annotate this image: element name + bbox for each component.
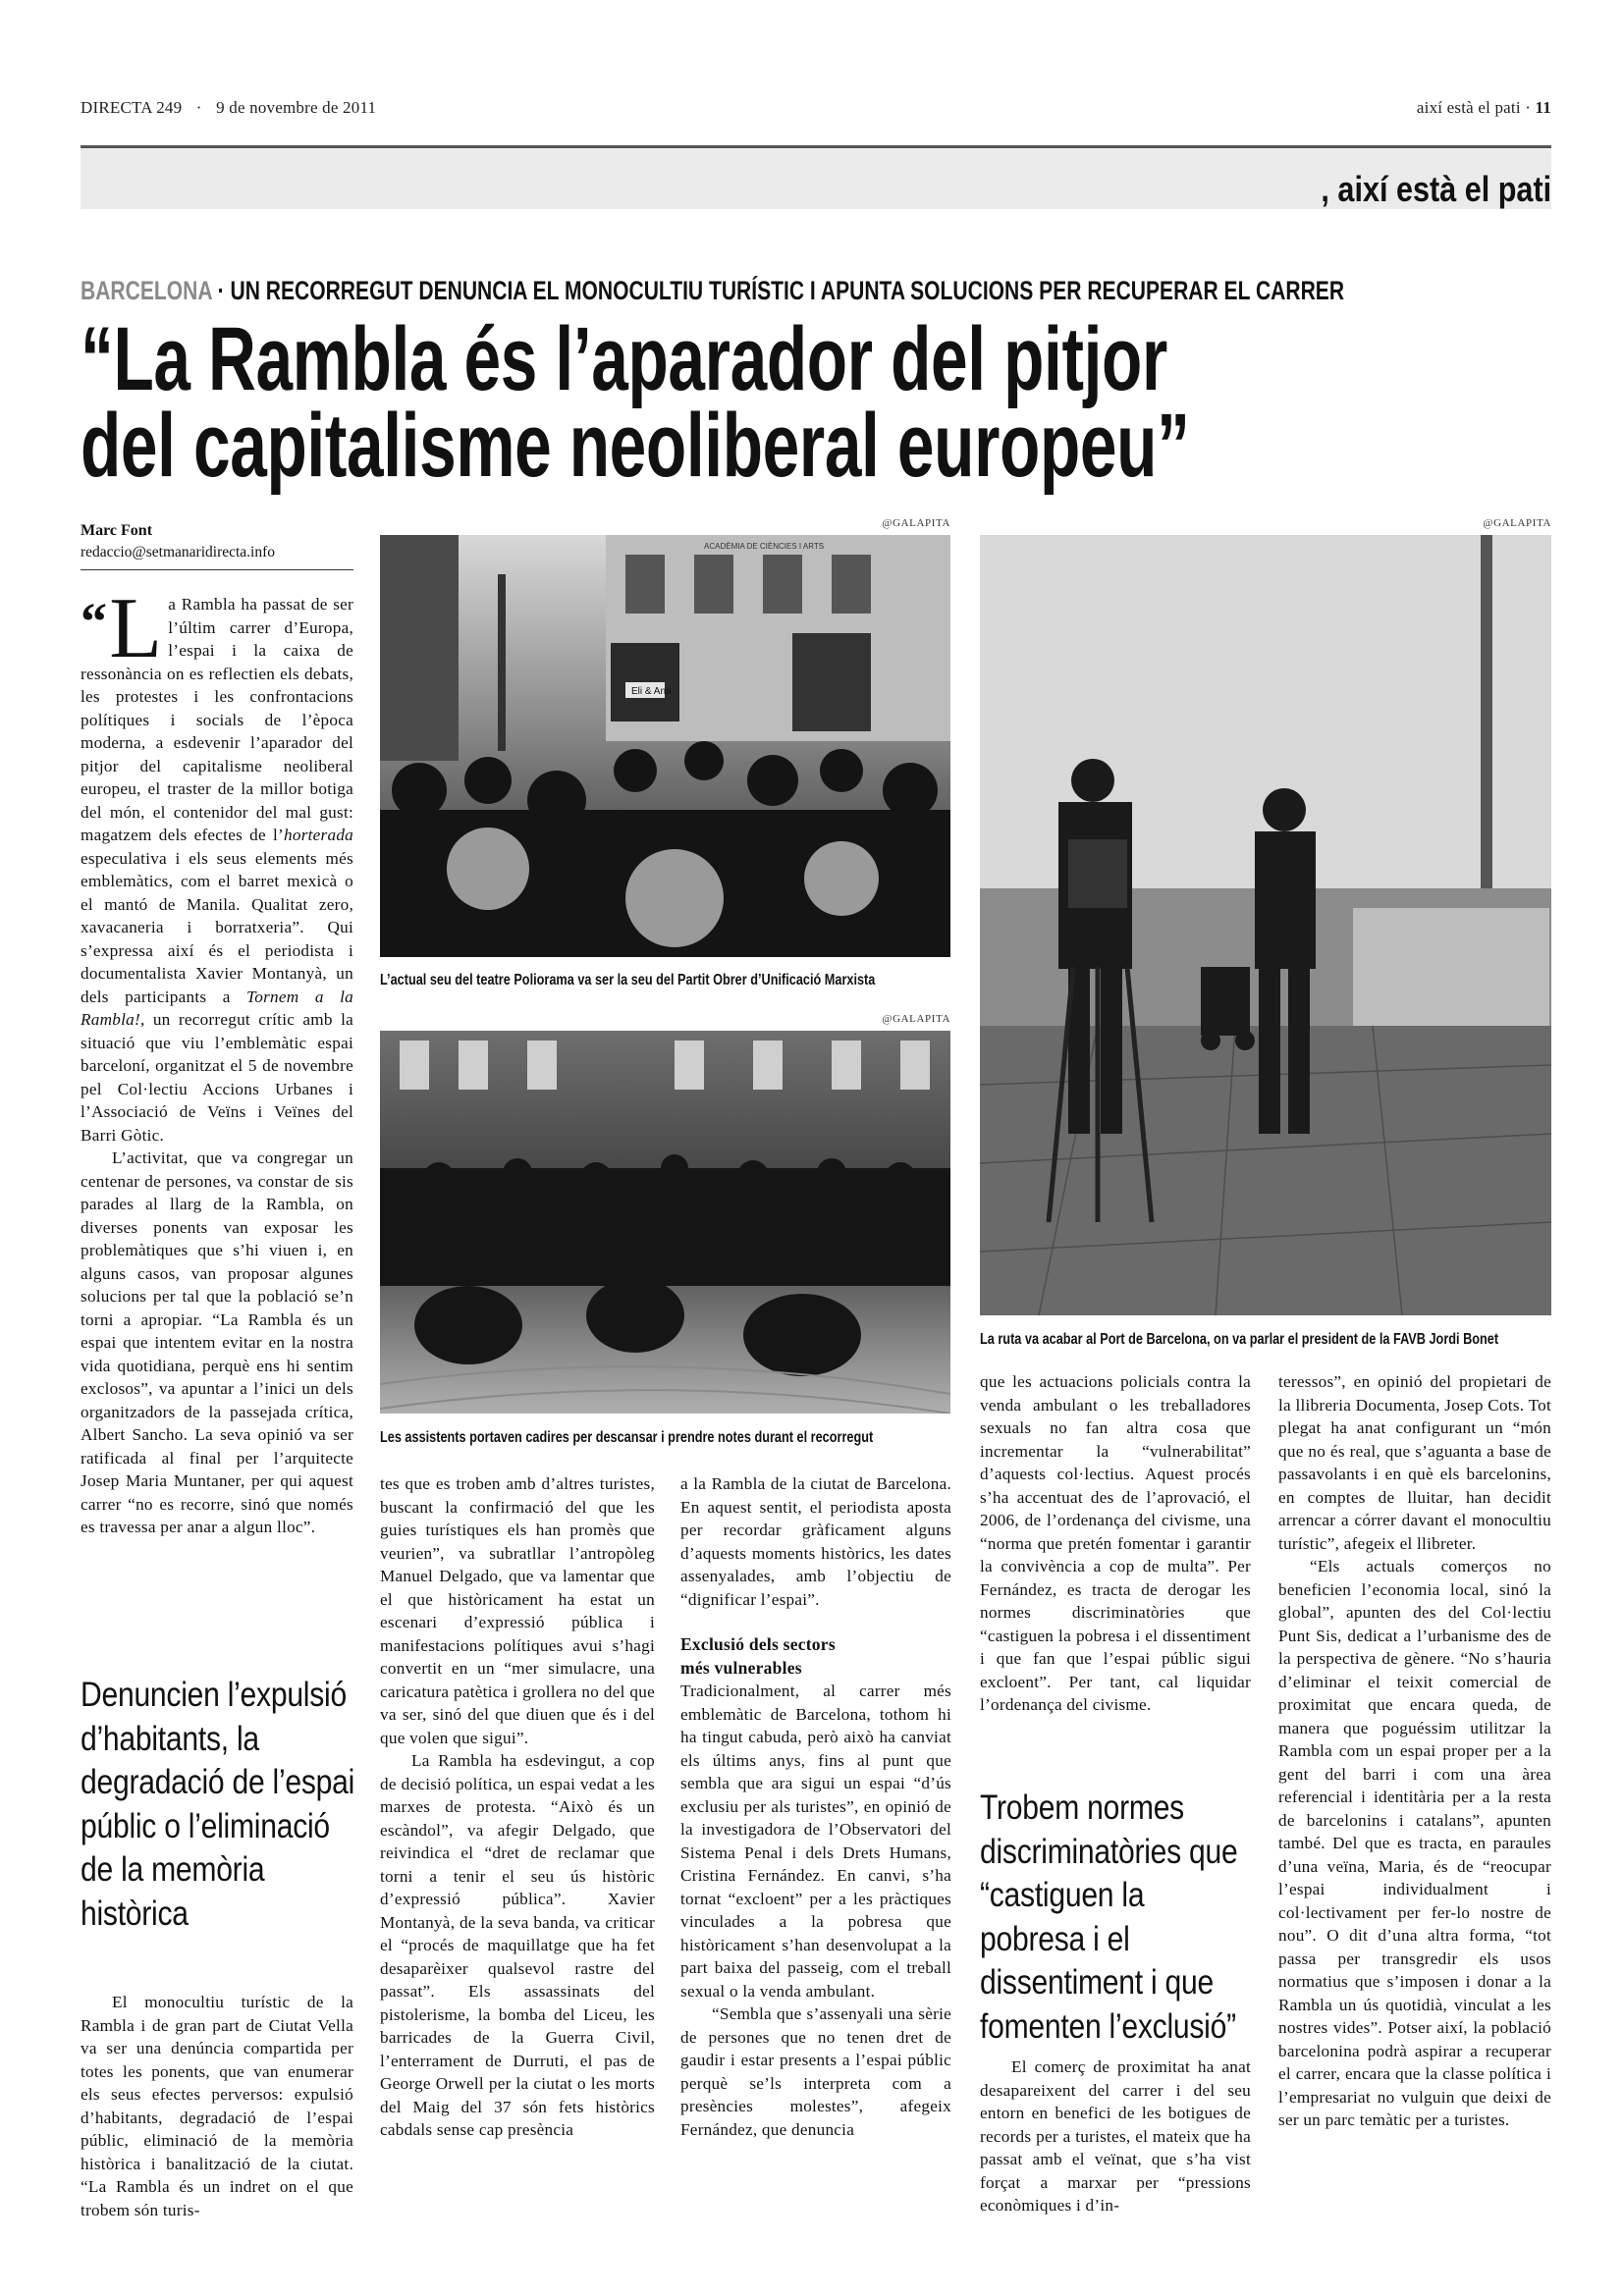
column-4-continued [980, 2056, 1251, 2217]
column-3 [680, 1472, 951, 2141]
column-5 [1278, 1370, 1551, 2132]
drop-cap-quote: “ [81, 592, 108, 651]
text-run: a Rambla ha passat de ser l’últim carrer d’Europa, l’espai i la caixa de ressonància on es reflectien els debats, les protestes i les confrontacions polítiques i socials de l’època moderna, a esdevenir l’aparador del pitjor del capitalisme neoliberal europeu, el traster de la millor botiga del món, el contenidor del mal gust: magatzem dels efectes de l’ [81, 595, 353, 844]
subheading-line: Exclusió dels sectors [680, 1634, 836, 1654]
text-run: especulativa i els seus elements més emblemàtics, com el barret mexicà o el mantó de Manila. Qualitat zero, xavacaneria i borratxeria”. Qui s’expressa així és el periodista i documentalista Xavier Montanyà, un dels participants a [81, 848, 353, 1006]
photo-caption: La ruta va acabar al Port de Barcelona, on va parlar el president de la FAVB Jordi Bonet [980, 1331, 1499, 1348]
body-paragraph: a la Rambla de la ciutat de Barcelona. En aquest sentit, el periodista aposta per recordar gràficament alguns d’aquests moments històrics, les dates assenyalades, amb l’objectiu de “dignificar l’espai”. [680, 1474, 951, 1609]
photo-credit: @GALAPITA [882, 517, 950, 529]
body-paragraph: tes que es troben amb d’altres turistes, buscant la confirmació del que les guies turístiques els han promès que veurien”, va subratllar l’antropòleg Manuel Delgado, que va lamentar que el que històricament ha estat un escenari d’expressió pública i manifestacions polítiques avui s’hagi convertit en un “mer simulacre, una caricatura patètica i grollera no del que va ser, sinó del que diuen que és i del que volen que sigui”. [380, 1474, 655, 1747]
headline-line-2: del capitalisme neoliberal europeu” [81, 396, 1190, 496]
photo-assistants-seated[interactable] [380, 1031, 950, 1414]
kicker [81, 276, 1344, 306]
publication-name: DIRECTA 249 [81, 98, 183, 117]
body-paragraph: El comerç de proximitat ha anat desapareixent del carrer i del seu entorn en benefici de les botigues de records per a turistes, el mateix que ha passat amb el veïnat, que s’ha vist forçat a marxar per “pressions econòmiques i d’in- [980, 2057, 1251, 2215]
body-paragraph: teressos”, en opinió del propietari de la llibreria Documenta, Josep Cots. Tot plegat ha anat configurant un “món que no és real, que s’aguanta a base de passavolants i en què els barcelonins, en comptes de lluitar, han decidit arrencar a córrer davant el monocultiu turístic”, afegeix el llibreter. [1278, 1372, 1551, 1553]
headline-line-1: “La Rambla és l’aparador del pitjor [81, 309, 1167, 409]
pull-quote-1: Denuncien l’expulsió d’habitants, la degradació de l’espai públic o l’eliminació de la memòria històrica [81, 1676, 355, 1933]
section-subheading [680, 1633, 951, 1680]
author-name: Marc Font [81, 522, 153, 539]
photo-caption: L’actual seu del teatre Poliorama va ser la seu del Partit Obrer d’Unificació Marxista [380, 972, 876, 988]
photo-caption: Les assistents portaven cadires per descansar i prendre notes durant el recorregut [380, 1429, 874, 1446]
body-paragraph: Tradicionalment, al carrer més emblemàtic de Barcelona, tothom hi ha tingut cabuda, però això ha canviat els últims anys, fins al punt que sembla que ara sigui un espai “d’ús exclusiu per als turistes”, en opinió de la investigadora de l’Observatori del Sistema Penal i dels Drets Humans, Cristina Fernández. En canvi, s’ha tornat “excloent” per a les pràctiques vinculades a la pobresa que històricament s’han desenvolupat a la part baixa del passeig, com el treball sexual o la venda ambulant. [680, 1682, 951, 2001]
building-sign: ACADÈMIA DE CIÈNCIES I ARTS [704, 542, 825, 551]
column-2 [380, 1472, 655, 2142]
column-4 [980, 1370, 1251, 1717]
column-1 [81, 581, 353, 1539]
section-title: , així està el pati [1321, 169, 1551, 209]
separator: · [1525, 98, 1532, 117]
body-paragraph: que les actuacions policials contra la venda ambulant o les treballadores sexuals no fan altra cosa que incrementar la “vulnerabilitat” d’aquests col·lectius. Aquest procés s’ha accentuat des de l’aprovació, el 2006, de l’ordenança del civisme, una “norma que pretén fomentar i garantir la convivència a cop de multa”. Per Fernández, es tracta de derogar les normes discriminatòries que “castiguen la pobresa i el dissentiment i que fan que l’espai públic sigui excloent”. Per tant, cal liquidar l’ordenança del civisme. [980, 1372, 1251, 1714]
italic-term: horterada [284, 826, 353, 844]
running-section: així està el pati [1416, 98, 1521, 117]
running-header-left [81, 98, 376, 118]
kicker-location: BARCELONA [81, 276, 212, 305]
subheading-line: més vulnerables [680, 1657, 802, 1678]
running-header-right [1417, 98, 1551, 118]
photo-credit: @GALAPITA [882, 1013, 950, 1025]
author-email[interactable]: redaccio@setmanaridirecta.info [81, 544, 276, 561]
body-paragraph: “Sembla que s’assenyali una sèrie de persones que no tenen dret de gaudir i estar presents a l’espai públic perquè se’ls interpreta com a presències molestes”, afegeix Fernández, que denuncia [680, 2004, 951, 2139]
shop-sign: Eli & Ana [631, 686, 672, 697]
body-paragraph: “Els actuals comerços no beneficien l’economia local, sinó la global”, apunten des del Col·lectiu Punt Sis, dedicat a l’urbanisme des de la perspectiva de gènere. “No s’hauria d’eliminar el teixit comercial de proximitat que encara queda, de manera que poguéssim utilitzar la Rambla com un espai proper per a la gent del barri i com una àrea referencial i identitària per a la resta de barcelonins i catalans”, apunten també. Del que es tracta, en paraules d’una veïna, Maria, és de “reocupar l’espai individualment i col·lectivament per fer-lo nostre de nou”. O dit d’una altra forma, “tot passa per transgredir els usos normatius que s’imposen i donar a la Rambla un ús quotidià, vinculat a les nostres vides”. Potser així, la població barcelonina podrà aspirar a recuperar el carrer, encara que la classe política i l’empresariat no vulguin que deixi de ser un parc temàtic per a turistes. [1278, 1557, 1551, 2129]
pull-quote-2: Trobem normes discriminatòries que “castiguen la pobresa i el dissentiment i que fomenten l’exclusió” [980, 1789, 1238, 2046]
photo-port-speakers[interactable] [980, 535, 1551, 1315]
photo-credit: @GALAPITA [1483, 517, 1551, 529]
kicker-text: · UN RECORREGUT DENUNCIA EL MONOCULTIU TURÍSTIC I APUNTA SOLUCIONS PER RECUPERAR EL CARRER [211, 276, 1345, 305]
headline [81, 309, 1190, 496]
drop-cap-letter: L [109, 581, 163, 676]
drop-cap [81, 581, 163, 676]
byline [81, 520, 353, 570]
column-1-continued [81, 1991, 353, 2221]
separator: · [195, 98, 202, 117]
body-paragraph: La Rambla ha esdevingut, a cop de decisió política, un espai vedat a les marxes de protesta. “Això és un escàndol”, va afegir Delgado, que reivindica el “dret de reclamar que torni a tenir el seu ús històric d’expressió pública”. Xavier Montanyà, de la seva banda, va criticar el “procés de maquillatge que ha fet desaparèixer qualsevol rastre del passat”. Els assassinats del pistolerisme, la bomba del Liceu, les barricades de la Guerra Civil, l’enterrament de Durruti, el pas de George Orwell per la ciutat o les morts del Maig del 37 són fets històrics cabdals sense cap presència [380, 1751, 655, 2139]
page-number: 11 [1535, 98, 1551, 117]
photo-poliorama-crowd[interactable] [380, 535, 950, 957]
body-paragraph: El monocultiu turístic de la Rambla i de gran part de Ciutat Vella va ser una denúncia compartida per totes les ponents, que van enumerar els seus efectes perversos: expulsió d’habitants, degradació de l’espai públic, eliminació de la memòria històrica i banalització de la ciutat. “La Rambla és un indret on el que trobem són turis- [81, 1993, 353, 2219]
text-run: , un recorregut crític amb la situació que viu l’emblemàtic espai barceloní, organitzat el 5 de novembre pel Col·lectiu Accions Urbanes i l’Associació de Veïns i Veïnes del Barri Gòtic. [81, 1010, 353, 1145]
body-paragraph: L’activitat, que va congregar un centenar de persones, va constar de sis parades al llarg de la Rambla, on diverses ponents van exposar les problemàtiques que s’hi viuen i, en alguns casos, van proposar algunes solucions per tal que la població se’n torni a apropiar. “La Rambla és un espai que intentem evitar en la nostra vida quotidiana, perquè ens hi sentim exclosos”, va apuntar a l’inici un dels organitzadors de la passejada crítica, Albert Sancho. La seva opinió va ser ratificada al final per l’arquitecte Josep Maria Muntaner, per qui aquest carrer “no es recorre, sinó que només es travessa per anar a algun lloc”. [81, 1148, 353, 1536]
body-paragraph [81, 581, 353, 1147]
italic-title: Tornem a la Rambla! [81, 987, 353, 1029]
issue-date: 9 de novembre de 2011 [216, 98, 377, 117]
